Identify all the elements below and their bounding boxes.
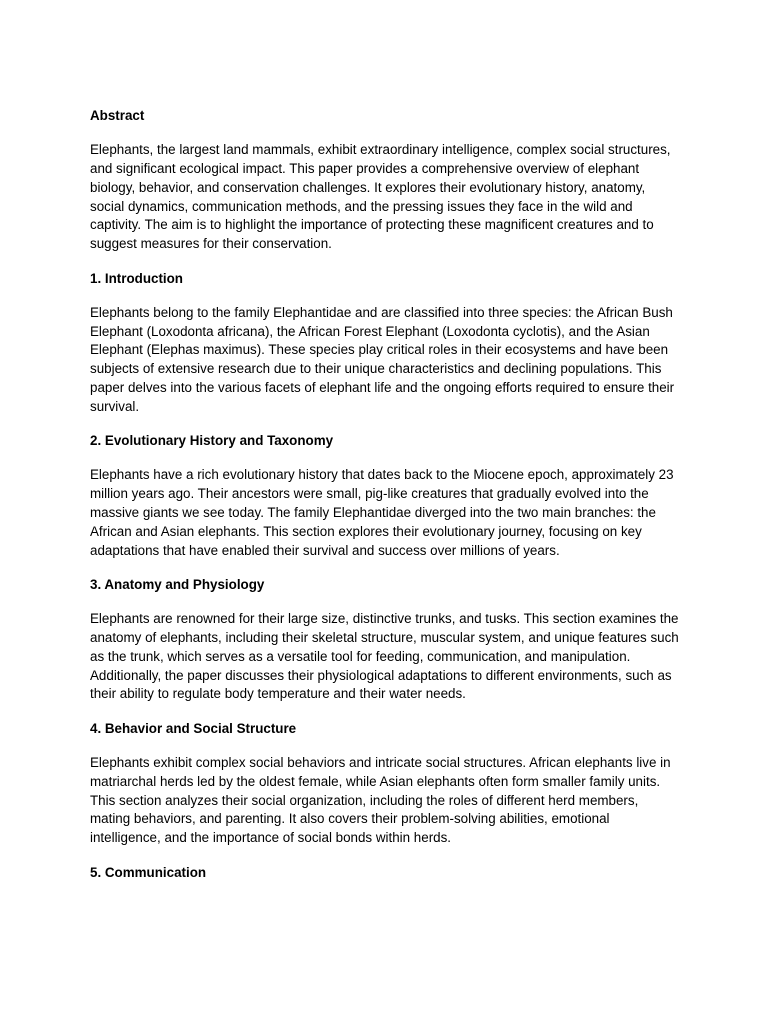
abstract-heading: Abstract (90, 108, 145, 123)
behavior-paragraph: Elephants exhibit complex social behaviors and intricate social structures. African elephants live in matriarchal herds led by the oldest female, while Asian elephants often form smaller family units. This section analyzes their social organization, including the roles of different herd members, mating behaviors, and parenting. It also covers their problem-solving abilities, emotional intelligence, and the importance of social bonds within herds. (90, 755, 671, 846)
abstract-paragraph: Elephants, the largest land mammals, exhibit extraordinary intelligence, complex social structures, and significant ecological impact. This paper provides a comprehensive overview of elephant biology, behavior, and conservation challenges. It explores their evolutionary history, anatomy, social dynamics, communication methods, and the pressing issues they face in the wild and captivity. The aim is to highlight the importance of protecting these magnificent creatures and to suggest measures for their conservation. (90, 142, 671, 252)
evolution-paragraph: Elephants have a rich evolutionary history that dates back to the Miocene epoch, approximately 23 million years ago. Their ancestors were small, pig-like creatures that gradually evolved into the massive giants we see today. The family Elephantidae diverged into the two main branches: the African and Asian elephants. This section explores their evolutionary journey, focusing on key adaptations that have enabled their survival and success over millions of years. (90, 467, 674, 558)
anatomy-paragraph: Elephants are renowned for their large size, distinctive trunks, and tusks. This section examines the anatomy of elephants, including their skeletal structure, muscular system, and unique features such as the trunk, which serves as a versatile tool for feeding, communication, and manipulation. Additionally, the paper discusses their physiological adaptations to different environments, such as their ability to regulate body temperature and their water needs. (90, 611, 679, 702)
behavior-heading: 4. Behavior and Social Structure (90, 720, 297, 736)
evolution-heading: 2. Evolutionary History and Taxonomy (90, 433, 334, 449)
document-page (90, 107, 680, 898)
communication-heading: 5. Communication (90, 864, 207, 880)
introduction-paragraph: Elephants belong to the family Elephantidae and are classified into three species: the African Bush Elephant (Loxodonta africana), the African Forest Elephant (Loxodonta cyclotis), and the Asian Elephant (Elephas maximus). These species play critical roles in their ecosystems and have been subjects of extensive research due to their unique characteristics and declining populations. This paper delves into the various facets of elephant life and the ongoing efforts required to ensure their survival. (90, 304, 675, 414)
introduction-heading: 1. Introduction (90, 270, 183, 286)
anatomy-heading: 3. Anatomy and Physiology (90, 576, 265, 592)
